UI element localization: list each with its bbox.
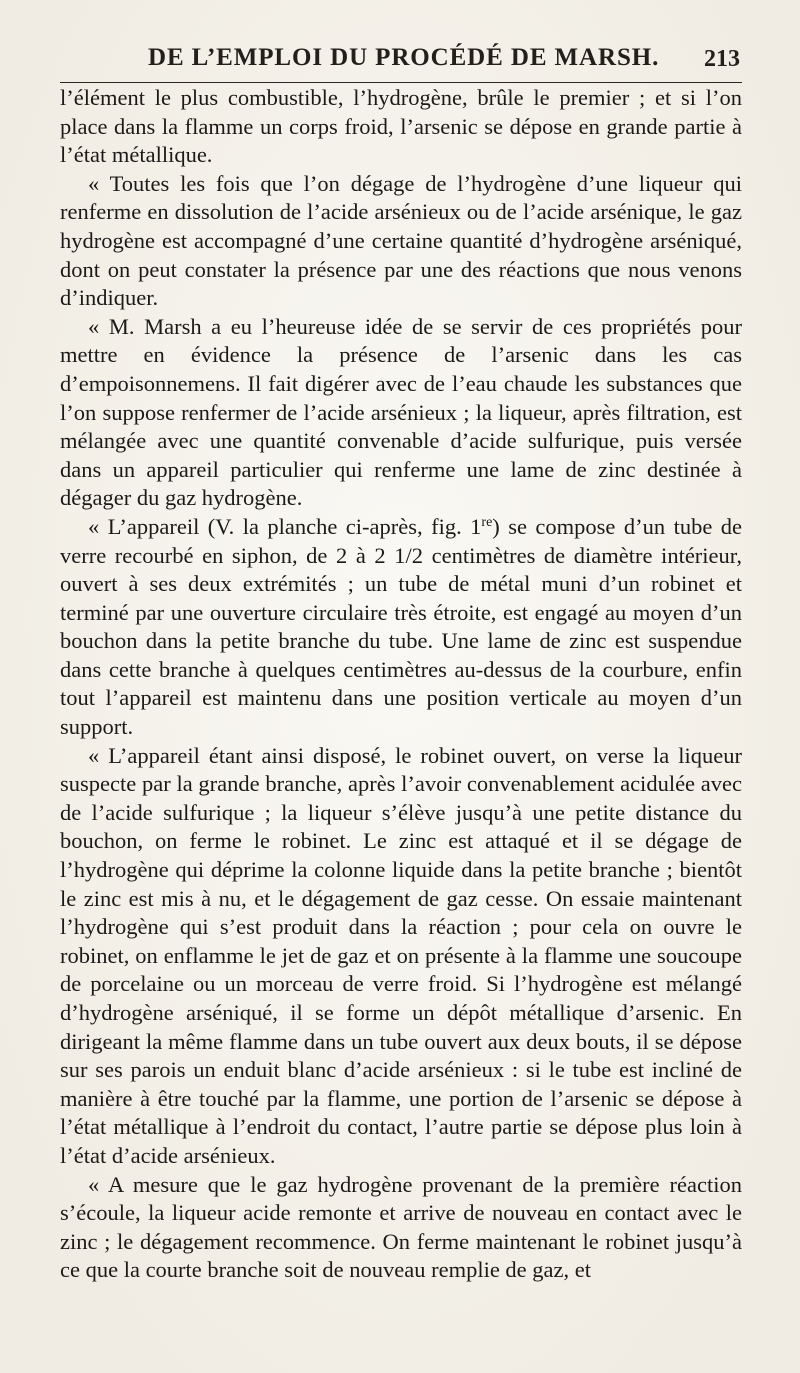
- page-header: [60, 42, 742, 83]
- body-text: [60, 84, 742, 1285]
- paragraph-apparatus-before: « L’appareil (V. la planche ci-après, fig. 1: [88, 513, 482, 539]
- running-head: DE L’EMPLOI DU PROCÉDÉ DE MARSH.: [148, 44, 660, 71]
- paragraph-continuation: l’élément le plus combustible, l’hydrogène, brûle le premier ; et si l’on place dans la flamme un corps froid, l’arsenic se dépose en grande partie à l’état métallique.: [60, 85, 742, 168]
- paragraph-apparatus-after: ) se compose d’un tube de verre recourbé en siphon, de 2 à 2 1/2 centimètres de diamètre intérieur, ouvert à ses deux extrémités ; un tube de métal muni d’un robinet et terminé par une ouverture circulaire très étroite, est engagé au moyen d’un bouchon dans la petite branche du tube. Une lame de zinc est suspendue dans cette branche à quelques centimètres au-dessus de la courbure, enfin tout l’appareil est maintenu dans une position verticale au moyen d’un support.: [60, 513, 742, 740]
- ordinal-superscript: re: [481, 514, 493, 530]
- paragraph-apparatus-description: [60, 513, 742, 742]
- paragraph-marsh-method: « M. Marsh a eu l’heureuse idée de se servir de ces propriétés pour mettre en évidence la présence de l’arsenic dans les cas d’empoisonnemens. Il fait digérer avec de l’eau chaude les substances que l’on suppose renfermer de l’acide arsénieux ; la liqueur, après filtration, est mélangée avec une quantité convenable d’acide sulfurique, puis versée dans un appareil particulier qui renferme une lame de zinc destinée à dégager du gaz hydrogène.: [60, 313, 742, 511]
- paragraph-procedure: « L’appareil étant ainsi disposé, le robinet ouvert, on verse la liqueur suspecte par la grande branche, après l’avoir convenablement acidulée avec de l’acide sulfurique ; la liqueur s’élève jusqu’à une petite distance du bouchon, on ferme le robinet. Le zinc est attaqué et il se dégage de l’hydrogène qui déprime la colonne liquide dans la petite branche ; bientôt le zinc est mis à nu, et le dégagement de gaz cesse. On essaie maintenant l’hydrogène qui s’est produit dans la réaction ; pour cela on ouvre le robinet, on enflamme le jet de gaz et on présente à la flamme une soucoupe de porcelaine ou un morceau de verre froid. Si l’hydrogène est mélangé d’hydrogène arséniqué, il se forme un dépôt métallique d’arsenic. En dirigeant la même flamme dans un tube ouvert aux deux bouts, il se dépose sur ses parois un enduit blanc d’acide arsénieux : si le tube est incliné de manière à être touché par la flamme, une portion de l’arsenic se dépose à l’état métallique à l’endroit du contact, l’autre partie se dépose plus loin à l’état d’acide arsénieux.: [60, 742, 742, 1168]
- paragraph-continuing-reaction: « A mesure que le gaz hydrogène provenant de la première réaction s’écoule, la liqueur acide remonte et arrive de nouveau en contact avec le zinc ; le dégagement recommence. On ferme maintenant le robinet jusqu’à ce que la courte branche soit de nouveau remplie de gaz, et: [60, 1171, 742, 1283]
- page-number: 213: [704, 46, 740, 72]
- paragraph-hydrogene-arsenique: « Toutes les fois que l’on dégage de l’hydrogène d’une liqueur qui renferme en dissolution de l’acide arsénieux ou de l’acide arsénique, le gaz hydrogène est accompagné d’une certaine quantité d’hydrogène arséniqué, dont on peut constater la présence par une des réactions que nous venons d’indiquer.: [60, 170, 742, 311]
